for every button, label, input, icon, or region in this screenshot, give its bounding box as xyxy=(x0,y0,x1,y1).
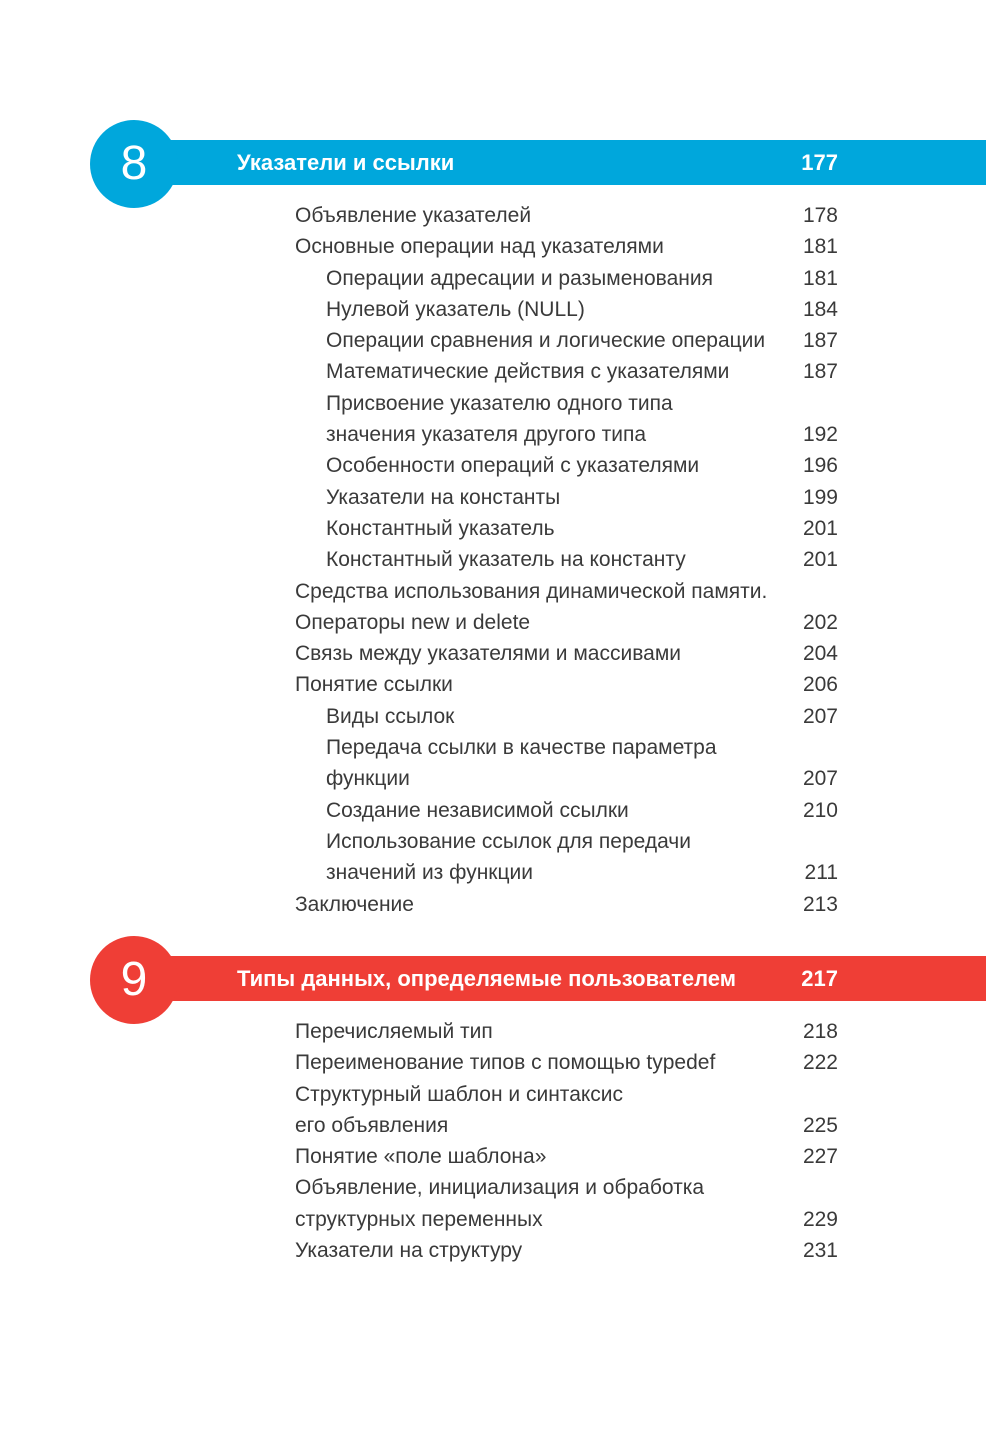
toc-entry[interactable] xyxy=(0,889,986,920)
toc-entry-page: 227 xyxy=(802,1145,838,1169)
toc-entry[interactable] xyxy=(0,732,986,763)
toc-entry[interactable] xyxy=(0,1204,986,1235)
chapter-8-number-badge: 8 xyxy=(90,120,178,208)
chapter-9-band xyxy=(130,956,986,1001)
toc-entry-page: 181 xyxy=(802,266,838,290)
toc-entry-page: 213 xyxy=(802,892,838,916)
toc-entry-page: 211 xyxy=(804,861,838,885)
toc-entry-label: Использование ссылок для передачи xyxy=(326,829,691,853)
toc-entry-label: Операции адресации и разыменования xyxy=(326,266,713,290)
toc-entry-label: Присвоение указателю одного типа xyxy=(326,391,673,415)
toc-entry[interactable] xyxy=(0,544,986,575)
toc-entry-label: Заключение xyxy=(295,892,414,916)
chapter-9-number-badge: 9 xyxy=(90,936,178,1024)
toc-entry-label: его объявления xyxy=(295,1113,449,1137)
toc-entry-label: Понятие «поле шаблона» xyxy=(295,1145,547,1169)
toc-entry-label: Особенности операций с указателями xyxy=(326,454,700,478)
chapter-8-band xyxy=(130,140,986,185)
toc-entry[interactable] xyxy=(0,607,986,638)
toc-entry[interactable] xyxy=(0,1235,986,1266)
toc-entry-page: 206 xyxy=(802,673,838,697)
toc-entry-label: Средства использования динамической памяти. xyxy=(295,579,768,603)
toc-entry[interactable] xyxy=(0,1172,986,1203)
toc-entry-label: Основные операции над указателями xyxy=(295,235,664,259)
toc-entry[interactable] xyxy=(0,1141,986,1172)
toc-entry[interactable] xyxy=(0,701,986,732)
toc-entry[interactable] xyxy=(0,388,986,419)
chapter-9-entries xyxy=(0,1016,986,1266)
chapter-8-title[interactable]: Указатели и ссылки xyxy=(237,150,455,175)
toc-entry[interactable] xyxy=(0,1079,986,1110)
toc-entry-page: 187 xyxy=(802,360,838,384)
chapter-8-entries xyxy=(0,200,986,920)
toc-entry-label: Перечисляемый тип xyxy=(295,1020,493,1043)
toc-entry[interactable] xyxy=(0,1110,986,1141)
toc-entry[interactable] xyxy=(0,325,986,356)
toc-entry[interactable] xyxy=(0,450,986,481)
toc-entry-page: 218 xyxy=(802,1020,838,1043)
toc-entry[interactable] xyxy=(0,513,986,544)
toc-entry-page: 229 xyxy=(802,1207,838,1231)
toc-entry-label: Связь между указателями и массивами xyxy=(295,642,681,666)
toc-entry-label: Объявление указателей xyxy=(295,204,532,227)
toc-entry-page: 204 xyxy=(802,642,838,666)
toc-entry-label: значений из функции xyxy=(326,861,533,885)
toc-entry[interactable] xyxy=(0,294,986,325)
toc-entry-label: Нулевой указатель (NULL) xyxy=(326,297,585,321)
toc-entry-label: значения указателя другого типа xyxy=(326,423,647,447)
toc-entry-page: 184 xyxy=(802,297,838,321)
toc-entry-page: 202 xyxy=(802,610,838,634)
toc-entry[interactable] xyxy=(0,576,986,607)
toc-entry[interactable] xyxy=(0,857,986,888)
toc-entry[interactable] xyxy=(0,669,986,700)
toc-entry-page: 210 xyxy=(802,798,838,822)
toc-entry-page: 181 xyxy=(802,235,838,259)
toc-entry[interactable] xyxy=(0,200,986,231)
toc-entry-page: 225 xyxy=(802,1113,838,1137)
toc-entry-page: 187 xyxy=(802,329,838,353)
toc-entry[interactable] xyxy=(0,1016,986,1047)
toc-entry[interactable] xyxy=(0,1047,986,1078)
toc-entry-page: 178 xyxy=(802,204,838,227)
toc-entry[interactable] xyxy=(0,231,986,262)
toc-entry-label: Константный указатель на константу xyxy=(326,548,686,572)
toc-entry-page: 196 xyxy=(802,454,838,478)
toc-entry[interactable] xyxy=(0,482,986,513)
toc-entry-page: 201 xyxy=(802,548,838,572)
toc-entry-page: 207 xyxy=(802,767,838,791)
toc-entry-label: Понятие ссылки xyxy=(295,673,453,697)
toc-entry[interactable] xyxy=(0,356,986,387)
toc-entry[interactable] xyxy=(0,263,986,294)
toc-entry-label: Создание независимой ссылки xyxy=(326,798,629,822)
toc-entry-label: Операторы new и delete xyxy=(295,610,531,634)
toc-entry[interactable] xyxy=(0,638,986,669)
toc-entry-page: 207 xyxy=(802,704,838,728)
toc-entry-label: Передача ссылки в качестве параметра xyxy=(326,736,717,760)
chapter-9-page: 217 xyxy=(801,966,838,991)
toc-entry[interactable] xyxy=(0,419,986,450)
toc-entry-label: Операции сравнения и логические операции xyxy=(326,329,766,353)
toc-entry-label: Константный указатель xyxy=(326,516,555,540)
chapter-9-title[interactable]: Типы данных, определяемые пользователем xyxy=(237,966,736,991)
toc-entry-label: Виды ссылок xyxy=(326,704,455,728)
toc-entry-page: 201 xyxy=(802,516,838,540)
toc-entry-page: 192 xyxy=(802,423,838,447)
toc-entry[interactable] xyxy=(0,826,986,857)
toc-entry[interactable] xyxy=(0,763,986,794)
toc-entry-page: 231 xyxy=(802,1239,838,1263)
toc-entry-label: Структурный шаблон и синтаксис xyxy=(295,1082,624,1106)
toc-entry-label: функции xyxy=(326,767,410,791)
toc-entry-page: 199 xyxy=(802,485,838,509)
toc-entry-label: структурных переменных xyxy=(295,1207,543,1231)
toc-entry-label: Объявление, инициализация и обработка xyxy=(295,1176,705,1200)
chapter-8-page: 177 xyxy=(801,150,838,175)
toc-entry-page: 222 xyxy=(802,1051,838,1075)
toc-entry-label: Указатели на структуру xyxy=(295,1239,523,1263)
toc-entry-label: Указатели на константы xyxy=(326,485,561,509)
toc-entry[interactable] xyxy=(0,795,986,826)
toc-entry-label: Математические действия с указателями xyxy=(326,360,730,384)
toc-entry-label: Переименование типов с помощью typedef xyxy=(295,1051,716,1075)
